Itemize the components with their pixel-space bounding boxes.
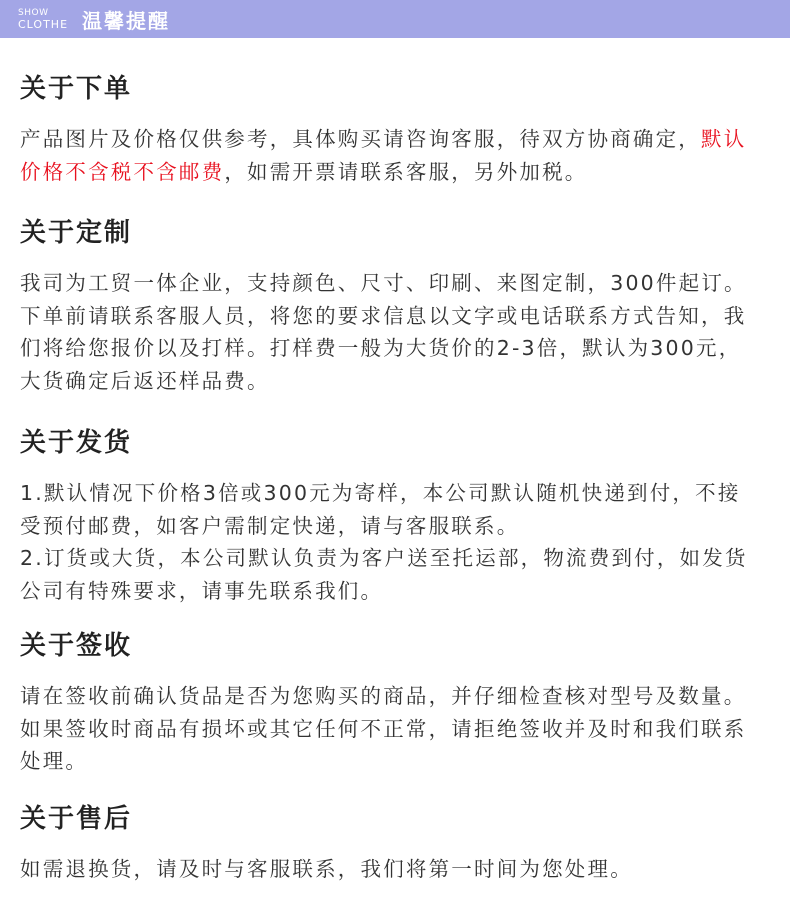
section-title-shipping: 关于发货	[20, 428, 133, 458]
after-sales-paragraph: 如需退换货，请及时与客服联系，我们将第一时间为您处理。	[20, 856, 633, 881]
section-ordering	[20, 68, 760, 188]
section-body-customization	[20, 267, 760, 397]
section-customization	[20, 212, 760, 397]
ordering-text-part2: ，如需开票请联系客服，另外加税。	[224, 159, 588, 184]
shipping-item-2: 2.订货或大货，本公司默认负责为客户送至托运部，物流费到付，如发货公司有特殊要求，请事先联系我们。	[20, 546, 748, 603]
shipping-item-1: 1.默认情况下价格3倍或300元为寄样，本公司默认随机快递到付，不接受预付邮费，如客户需制定快递，请与客服联系。	[20, 481, 741, 538]
header-banner	[0, 0, 790, 38]
customization-paragraph: 我司为工贸一体企业，支持颜色、尺寸、印刷、来图定制，300件起订。下单前请联系客服人员，将您的要求信息以文字或电话联系方式告知，我们将给您报价以及打样。打样费一般为大货价的2-3倍，默认为300元，大货确定后返还样品费。	[20, 271, 747, 393]
ordering-text-part1: 产品图片及价格仅供参考，具体购买请咨询客服，待双方协商确定，	[20, 127, 701, 151]
section-after-sales	[20, 798, 760, 886]
section-title-receipt: 关于签收	[20, 631, 133, 661]
section-body-ordering	[20, 123, 760, 188]
section-body-after-sales	[20, 853, 760, 886]
brand-logo	[18, 9, 68, 30]
notice-content	[20, 68, 760, 885]
logo-top-text: SHOW	[18, 7, 49, 18]
banner-title: 温馨提醒	[82, 8, 171, 33]
section-title-after-sales: 关于售后	[20, 803, 133, 834]
ordering-paragraph	[20, 123, 760, 188]
section-title-customization: 关于定制	[20, 218, 133, 248]
section-title-ordering: 关于下单	[20, 74, 133, 104]
section-body-shipping	[20, 477, 760, 607]
section-receipt	[20, 625, 760, 778]
section-body-receipt	[20, 680, 760, 778]
section-shipping	[20, 422, 760, 607]
logo-bottom-text: CLOTHE	[18, 17, 69, 31]
receipt-paragraph: 请在签收前确认货品是否为您购买的商品，并仔细检查核对型号及数量。如果签收时商品有损坏或其它任何不正常，请拒绝签收并及时和我们联系处理。	[20, 684, 747, 773]
ordering-highlight: 默认价格不含税不含邮费	[20, 127, 747, 184]
